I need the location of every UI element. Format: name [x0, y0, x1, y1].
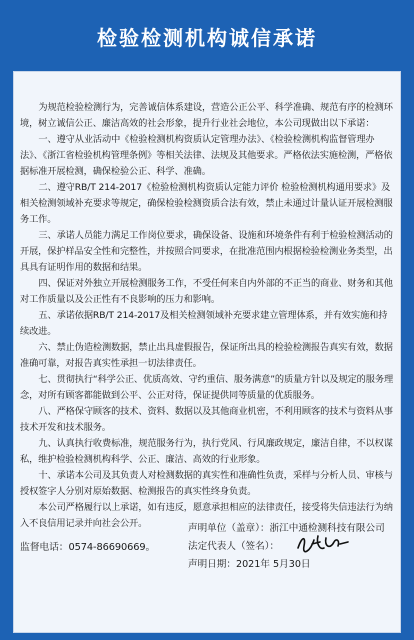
page-title: 检验检测机构诚信承诺	[97, 25, 317, 50]
paragraph-item-9: 九、认真执行收费标准，规范服务行为，执行党风、行风廉政规定，廉洁自律，不以权谋私，维护检验检测机构科学、公正、廉洁、高效的行业形象。	[20, 438, 393, 465]
date-value: 2021年 5月30日	[235, 559, 311, 570]
paragraph-item-6: 六、禁止伪造检测数据，禁止出具虚假报告，保证所出具的检验检测报告真实有效，数据准确可靠，对报告真实性承担一切法律责任。	[20, 342, 393, 369]
document-paper	[14, 72, 400, 632]
paragraph-item-8: 八、严格保守顾客的技术、资料、数据以及其他商业机密，不利用顾客的技术与资料从事技术开发和技术服务。	[20, 406, 393, 433]
paragraph-item-10: 十、承诺本公司及其负责人对检测数据的真实性和准确性负责，采样与分析人员、审核与授权签字人分别对原始数据、检测报告的真实性终身负责。	[20, 470, 393, 497]
date-row	[188, 556, 398, 574]
unit-label: 声明单位（盖章）：	[188, 523, 270, 534]
date-label: 声明日期：	[188, 559, 236, 570]
paragraph-item-3: 三、承诺人员能力满足工作岗位要求，确保设备、设施和环境条件有利于检验检测活动的开展，保护样品安全性和完整性，并按照合同要求，在批准范围内根据检验检测业务类型，出具具有证明作用的数据和结果。	[20, 230, 393, 273]
unit-value: 浙江中通检测科技有限公司	[269, 523, 385, 534]
rep-row	[188, 538, 398, 556]
signature-block	[188, 520, 398, 574]
paragraph-item-2: 二、遵守RB/T 214-2017《检验检测机构资质认定能力评价 检验检测机构通用要求》及相关检测领域补充要求等规定，确保检验检测资质合法有效，禁止未通过计量认证开展检测服务工作。	[20, 182, 393, 225]
paragraph-closing: 本公司严格履行以上承诺，如有违反，愿意承担相应的法律责任，接受将失信违法行为纳入不良信用记录并向社会公开。	[20, 502, 393, 529]
paragraph-item-1: 一、遵守从业活动中《检验检测机构资质认定管理办法》、《检验检测机构监督管理办法》、《浙江省检验机构管理条例》等相关法律、法规及其他要求。严格依法实施检测，严格依据标准开展检测，确保检验公正、科学、准确。	[20, 134, 393, 177]
handwritten-signature	[294, 530, 350, 556]
rep-label: 法定代表人（签名）：	[188, 541, 280, 552]
document-body	[20, 100, 396, 556]
paragraph-item-7: 七、贯彻执行“科学公正、优质高效、守约重信、服务满意”的质量方针以及规定的服务理念，对所有顾客都能做到公平、公正对待，保证提供同等质量的优质服务。	[20, 374, 394, 401]
paragraph-item-4: 四、保证对外独立开展检测服务工作，不受任何来自内外部的不正当的商业、财务和其他对工作质量以及公正性有不良影响的压力和影响。	[20, 278, 393, 305]
supervision-phone: 监督电话：0574-86690669。	[20, 542, 156, 553]
paragraph-item-5: 五、承诺依据RB/T 214-2017及相关检测领域补充要求建立管理体系，并有效实施和持续改进。	[20, 310, 388, 337]
header-banner	[0, 0, 414, 72]
unit-row	[188, 520, 398, 538]
paragraph-intro: 为规范检验检测行为，完善诚信体系建设，营造公正公平、科学准确、规范有序的检测环境，树立诚信公正、廉洁高效的社会形象，提升行业社会地位，本公司现做出以下承诺：	[20, 102, 393, 129]
